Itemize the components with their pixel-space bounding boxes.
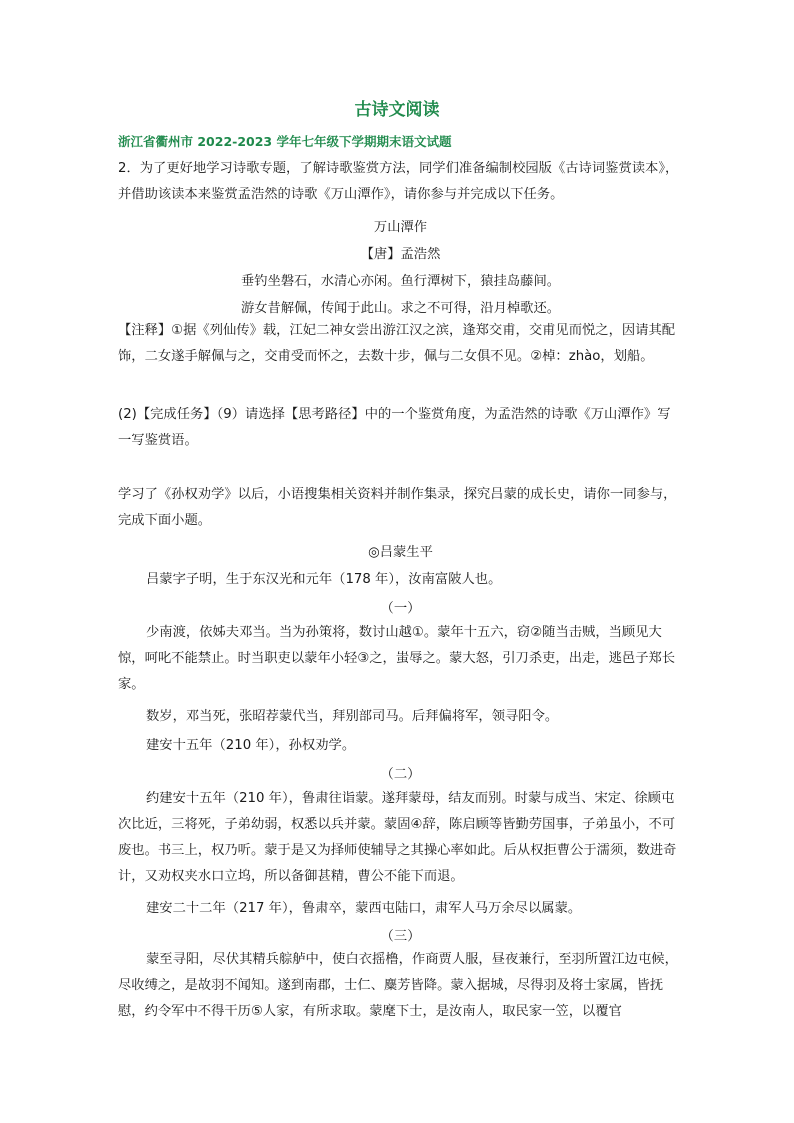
lvmeng-paragraph: 吕蒙字子明，生于东汉光和元年（178 年），汝南富陂人也。: [146, 572, 502, 587]
poem-notes: 【注释】①据《列仙传》载，江妃二神女尝出游江汉之滨，逢郑交甫，交甫见而悦之，因请其配饰，二女遂手解佩与之，交甫受而怀之，去数十步，佩与二女俱不见。②棹：zhào，划船。: [118, 323, 676, 364]
poem-author: 【唐】孟浩然: [360, 247, 441, 262]
section-heading-2: （二）: [380, 767, 421, 782]
lvmeng-paragraph: 建安二十二年（217 年），鲁肃卒，蒙西屯陆口，肃军人马万余尽以属蒙。: [146, 901, 582, 916]
section-heading-3: （三）: [380, 929, 421, 944]
lvmeng-paragraph: 蒙至寻阳，尽伏其精兵䑸舻中，使白衣摇橹，作商贾人服，昼夜兼行，至羽所置江边屯候，尽收缚之，是故羽不闻知。遂到南郡，士仁、麋芳皆降。蒙入据城，尽得羽及将士家属，皆抚慰，约令军中不得干历⑤人家，有所求取。蒙麾下士，是汝南人，取民家一笠，以覆官: [118, 952, 678, 1019]
lvmeng-intro: 学习了《孙权劝学》以后，小语搜集相关资料并制作集录，探究吕蒙的成长史，请你一同参与，完成下面小题。: [118, 487, 677, 528]
page-title: 古诗文阅读: [354, 100, 440, 120]
poem-title: 万山潭作: [373, 220, 428, 235]
poem-line-1: 垂钓坐磐石，水清心亦闲。鱼行潭树下，猿挂岛藤间。: [240, 274, 561, 289]
question-2-intro: 2．为了更好地学习诗歌专题，了解诗歌鉴赏方法，同学们准备编制校园版《古诗词鉴赏读本》，并借助该读本来鉴赏孟浩然的诗歌《万山潭作》，请你参与并完成以下任务。: [118, 161, 679, 202]
poem-line-2: 游女昔解佩，传闻于此山。求之不可得，沿月棹歌还。: [240, 301, 561, 316]
lvmeng-paragraph: 少南渡，依姊夫邓当。当为孙策将，数讨山越①。蒙年十五六，窃②随当击贼，当顾见大惊，呵叱不能禁止。时当职吏以蒙年小轻③之，蚩辱之。蒙大怒，引刀杀吏，出走，逃邑子郑长家。: [118, 625, 676, 692]
section-heading-1: （一）: [380, 601, 421, 616]
exam-source: 浙江省衢州市 2022-2023 学年七年级下学期期末语文试题: [118, 134, 452, 149]
task-prompt: (2)【完成任务】（9）请选择【思考路径】中的一个鉴赏角度，为孟浩然的诗歌《万山潭作》写一写鉴赏语。: [118, 407, 671, 448]
lvmeng-paragraph: 约建安十五年（210 年），鲁肃往诣蒙。遂拜蒙母，结友而别。时蒙与成当、宋定、徐顾屯次比近，三将死，子弟幼弱，权悉以兵并蒙。蒙固④辞，陈启顾等皆勤劳国事，子弟虽小，不可废也。书三上，权乃听。蒙于是又为择师使辅导之其操心率如此。后从权拒曹公于濡须，数进奇计，又劝权夹水口立坞，所以备御甚精，曹公不能下而退。: [118, 791, 677, 884]
lvmeng-paragraph: 数岁，邓当死，张昭荐蒙代当，拜别部司马。后拜偏将军，领寻阳令。: [146, 709, 559, 724]
lvmeng-paragraph: 建安十五年（210 年），孙权劝学。: [146, 738, 356, 753]
lvmeng-heading: ◎吕蒙生平: [368, 545, 433, 560]
